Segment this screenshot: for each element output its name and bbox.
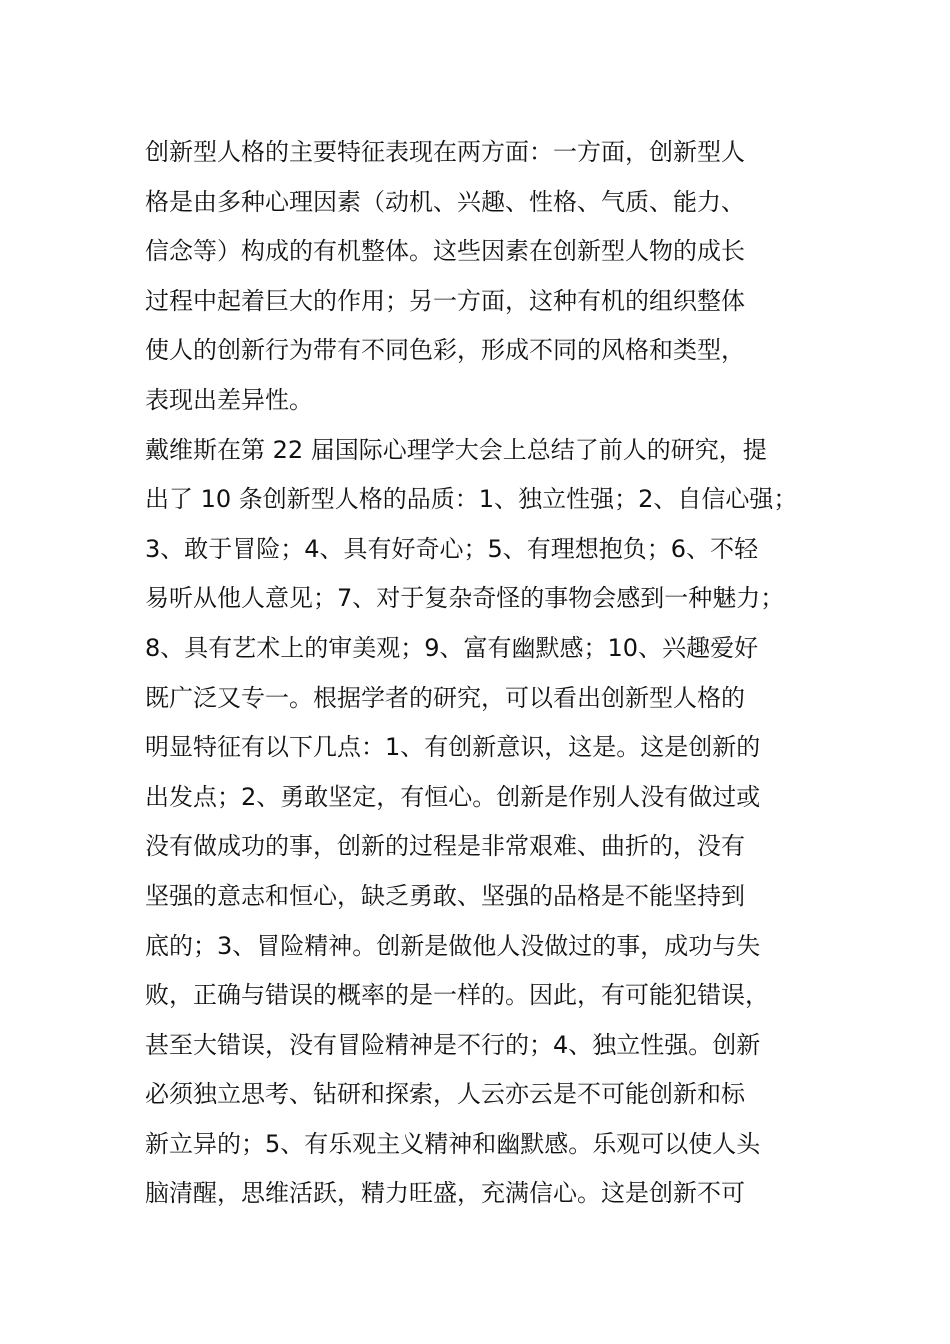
text-line: 信念等）构成的有机整体。这些因素在创新型人物的成长: [145, 237, 745, 266]
body-text: [145, 128, 835, 1219]
text-line: 败，正确与错误的概率的是一样的。因此，有可能犯错误，: [145, 981, 769, 1010]
text-line: 脑清醒，思维活跃，精力旺盛，充满信心。这是创新不可: [145, 1179, 745, 1208]
text-line: 没有做成功的事，创新的过程是非常艰难、曲折的，没有: [145, 832, 745, 861]
text-line: 新立异的；5、有乐观主义精神和幽默感。乐观可以使人头: [145, 1129, 761, 1158]
text-line: 底的；3、冒险精神。创新是做他人没做过的事，成功与失: [145, 931, 761, 960]
paragraph-2: [145, 426, 835, 1220]
text-line: 戴维斯在第 22 届国际心理学大会上总结了前人的研究，提: [145, 435, 767, 464]
text-line: 8、具有艺术上的审美观；9、富有幽默感；10、兴趣爱好: [145, 633, 759, 662]
text-line: 表现出差异性。: [145, 385, 313, 414]
text-line: 必须独立思考、钻研和探索，人云亦云是不可能创新和标: [145, 1080, 745, 1109]
text-line: 既广泛又专一。根据学者的研究，可以看出创新型人格的: [145, 683, 745, 712]
text-line: 格是由多种心理因素（动机、兴趣、性格、气质、能力、: [145, 187, 745, 216]
text-line: 创新型人格的主要特征表现在两方面：一方面，创新型人: [145, 138, 745, 166]
text-line: 使人的创新行为带有不同色彩，形成不同的风格和类型，: [145, 336, 745, 365]
text-line: 出发点；2、勇敢坚定，有恒心。创新是作别人没有做过或: [145, 782, 761, 811]
text-line: 甚至大错误，没有冒险精神是不行的；4、独立性强。创新: [145, 1030, 761, 1059]
text-line: 出了 10 条创新型人格的品质：1、独立性强；2、自信心强；: [145, 485, 798, 514]
text-line: 易听从他人意见；7、对于复杂奇怪的事物会感到一种魅力；: [145, 584, 785, 613]
text-line: 3、敢于冒险；4、具有好奇心；5、有理想抱负；6、不轻: [145, 534, 759, 563]
paragraph-1: [145, 128, 835, 426]
text-line: 过程中起着巨大的作用；另一方面，这种有机的组织整体: [145, 286, 745, 315]
text-line: 坚强的意志和恒心，缺乏勇敢、坚强的品格是不能坚持到: [145, 881, 745, 910]
text-line: 明显特征有以下几点：1、有创新意识，这是。这是创新的: [145, 733, 761, 762]
